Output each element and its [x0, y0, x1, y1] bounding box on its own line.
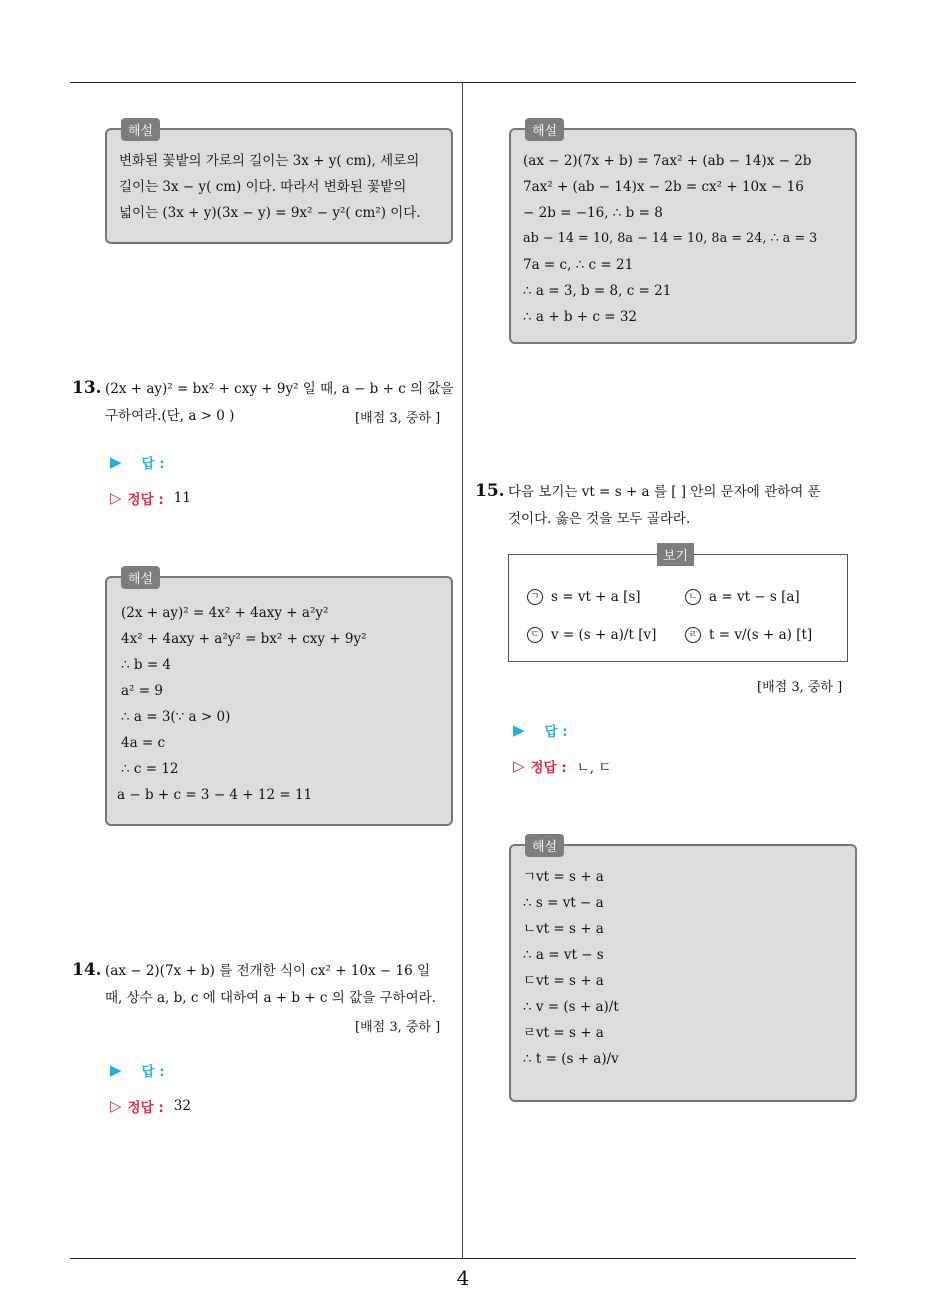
answer-label: 답 : [544, 724, 568, 740]
open-triangle-icon: ▷ [110, 1097, 122, 1115]
score-meta: [배점 3, 중하 ] [355, 1020, 441, 1035]
bogi-item [685, 589, 800, 605]
column-divider [462, 83, 463, 1259]
explanation-tag: 해설 [121, 566, 160, 589]
circled-mark-icon: ㄹ [685, 627, 701, 643]
explanation-line: ㄴvt = s + a [523, 921, 604, 937]
correct-answer-row [110, 488, 191, 508]
question-text [105, 958, 457, 1012]
question-line: (2x + ay)² = bx² + cxy + 9y² 일 때, a − b + c 의 값을 [105, 381, 454, 397]
explanation-line: (2x + ay)² = 4x² + 4axy + a²y² [121, 605, 329, 621]
explanation-box-4 [509, 840, 857, 1102]
explanation-line: ∴ a + b + c = 32 [523, 309, 637, 325]
question-number: 14. [72, 960, 102, 980]
answer-label: 답 : [141, 456, 165, 472]
open-triangle-icon: ▷ [513, 757, 525, 775]
top-rule [70, 82, 856, 83]
explanation-box-1 [105, 124, 453, 244]
score-meta: [배점 3, 중하 ] [355, 411, 441, 426]
correct-value: 11 [173, 490, 191, 506]
explanation-line: ∴ t = (s + a)/v [523, 1051, 619, 1067]
explanation-line: ∴ b = 4 [121, 657, 172, 673]
bogi-item-text: t = v/(s + a) [t] [709, 627, 813, 643]
circled-mark-icon: ㄱ [527, 589, 543, 605]
explanation-line: a² = 9 [121, 683, 163, 699]
question-line: 구하여라.(단, a > 0 ) [105, 408, 235, 424]
explanation-line: ∴ a = vt − s [523, 947, 604, 963]
question-line: 다음 보기는 vt = s + a 를 [ ] 안의 문자에 관하여 푼 [508, 484, 821, 500]
answer-row [513, 720, 568, 740]
bogi-item [527, 627, 656, 643]
correct-value: ㄴ, ㄷ [576, 760, 612, 776]
question-text [508, 479, 860, 533]
explanation-line: 넓이는 (3x + y)(3x − y) = 9x² − y²( cm²) 이다. [119, 205, 421, 221]
question-line: (ax − 2)(7x + b) 를 전개한 식이 cx² + 10x − 16 일 [105, 963, 431, 979]
explanation-line: ∴ s = vt − a [523, 895, 604, 911]
circled-mark-icon: ㄴ [685, 589, 701, 605]
correct-label: 정답 : [127, 1100, 164, 1116]
explanation-line: ㄹvt = s + a [523, 1025, 604, 1041]
explanation-tag: 해설 [525, 118, 564, 141]
score-meta: [배점 3, 중하 ] [757, 680, 843, 695]
correct-value: 32 [173, 1098, 191, 1114]
question-number: 13. [72, 378, 102, 398]
question-line: 것이다. 옳은 것을 모두 골라라. [508, 511, 691, 527]
bogi-item-text: a = vt − s [a] [709, 589, 800, 605]
explanation-line: − 2b = −16, ∴ b = 8 [523, 205, 663, 221]
explanation-tag: 해설 [525, 834, 564, 857]
explanation-line: 7a = c, ∴ c = 21 [523, 257, 634, 273]
filled-triangle-icon: ▶ [110, 453, 122, 471]
bogi-item-text: v = (s + a)/t [v] [551, 627, 657, 643]
open-triangle-icon: ▷ [110, 489, 122, 507]
filled-triangle-icon: ▶ [110, 1061, 122, 1079]
explanation-line: 4x² + 4axy + a²y² = bx² + cxy + 9y² [121, 631, 367, 647]
bogi-tag: 보기 [657, 543, 694, 566]
explanation-line: 변화된 꽃밭의 가로의 길이는 3x + y( cm), 세로의 [119, 153, 420, 169]
explanation-box-2 [105, 572, 453, 826]
bogi-item [527, 589, 641, 605]
explanation-line: 7ax² + (ab − 14)x − 2b = cx² + 10x − 16 [523, 179, 804, 195]
correct-answer-row [513, 756, 611, 776]
bogi-item-text: s = vt + a [s] [551, 589, 641, 605]
explanation-line: 길이는 3x − y( cm) 이다. 따라서 변화된 꽃밭의 [119, 179, 407, 195]
bogi-box [508, 549, 848, 662]
explanation-line: ∴ a = 3(∵ a > 0) [121, 709, 231, 725]
explanation-line: ∴ c = 12 [121, 761, 179, 777]
circled-mark-icon: ㄷ [527, 627, 543, 643]
explanation-line: a − b + c = 3 − 4 + 12 = 11 [117, 787, 313, 803]
explanation-line: ab − 14 = 10, 8a − 14 = 10, 8a = 24, ∴ a = 3 [523, 231, 818, 246]
correct-label: 정답 : [530, 760, 567, 776]
explanation-box-3 [509, 124, 857, 344]
explanation-tag: 해설 [121, 118, 160, 141]
filled-triangle-icon: ▶ [513, 721, 525, 739]
correct-label: 정답 : [127, 492, 164, 508]
bottom-rule [70, 1258, 856, 1259]
explanation-line: (ax − 2)(7x + b) = 7ax² + (ab − 14)x − 2b [523, 153, 812, 169]
page-number: 4 [456, 1266, 470, 1290]
explanation-line: ㄷvt = s + a [523, 973, 604, 989]
question-number: 15. [475, 481, 505, 501]
correct-answer-row [110, 1096, 191, 1116]
question-line: 때, 상수 a, b, c 에 대하여 a + b + c 의 값을 구하여라. [105, 990, 436, 1006]
answer-row [110, 1060, 165, 1080]
answer-row [110, 452, 165, 472]
explanation-line: ∴ v = (s + a)/t [523, 999, 619, 1015]
explanation-line: ㄱvt = s + a [523, 869, 604, 885]
answer-label: 답 : [141, 1064, 165, 1080]
explanation-line: ∴ a = 3, b = 8, c = 21 [523, 283, 672, 299]
explanation-line: 4a = c [121, 735, 166, 751]
bogi-item [685, 627, 812, 643]
